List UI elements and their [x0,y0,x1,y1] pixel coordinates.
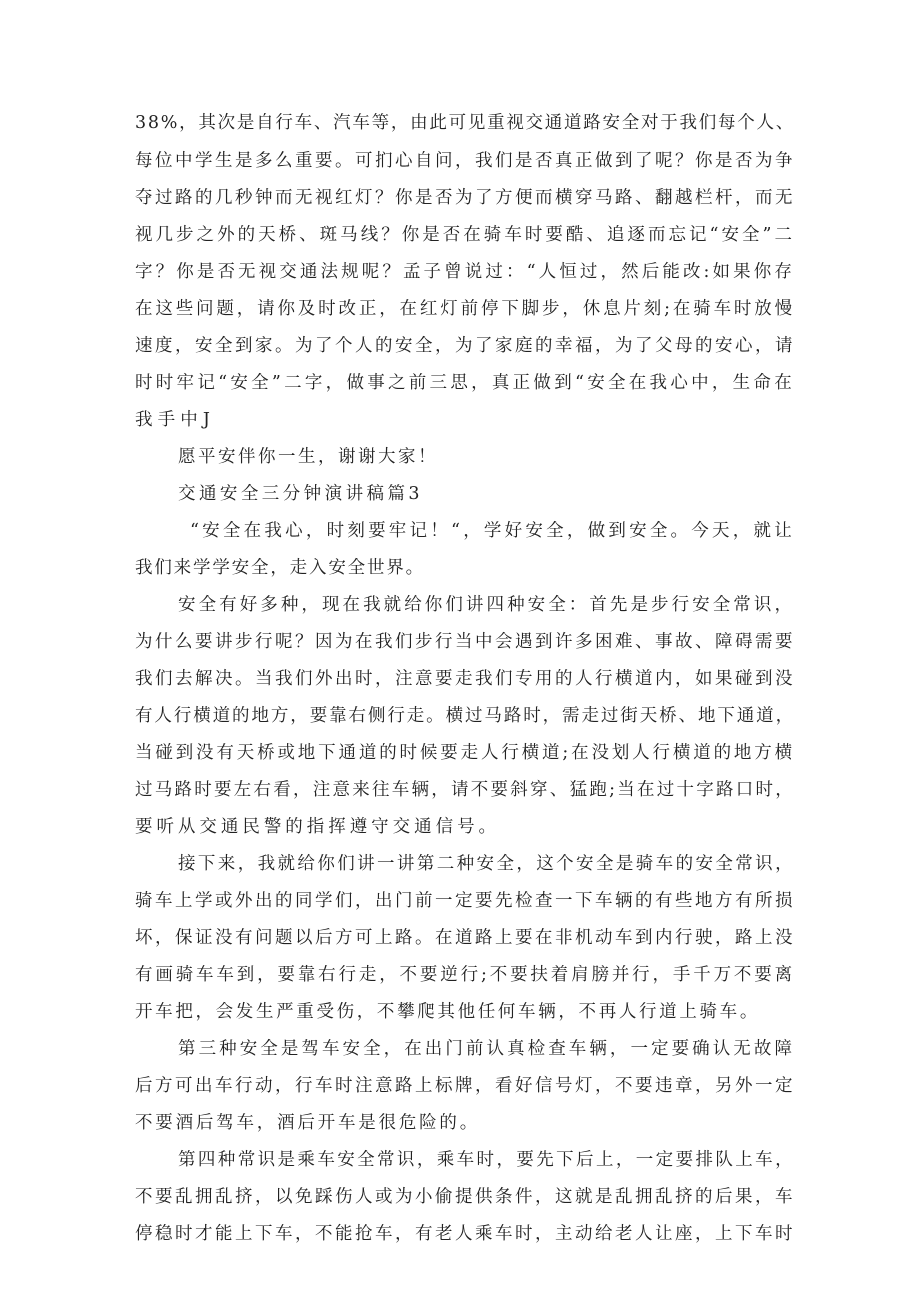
body-text-line: 当碰到没有天桥或地下通道的时候要走人行横道;在没划人行横道的地方横 [135,743,795,763]
body-text-line: 时时牢记“安全”二字，做事之前三思，真正做到“安全在我心中，生命在 [135,373,795,393]
body-text-line: 我手中J [135,410,215,430]
body-text-line: 每位中学生是多么重要。可扪心自问，我们是否真正做到了呢？你是否为争 [135,151,795,171]
body-text-line: 后方可出车行动，行车时注意路上标牌，看好信号灯，不要违章，另外一定 [135,1076,795,1096]
body-text-line: 速度，安全到家。为了个人的安全，为了家庭的幸福，为了父母的安心，请 [135,336,795,356]
body-text-line: 过马路时要左右看，注意来往车辆，请不要斜穿、猛跑;当在过十字路口时， [135,780,795,800]
body-text-line: 夺过路的几秒钟而无视红灯？你是否为了方便而横穿马路、翻越栏杆，而无 [135,188,795,208]
section-heading: 交通安全三分钟演讲稿篇3 [178,484,423,504]
body-text-line: 骑车上学或外出的同学们，出门前一定要先检查一下车辆的有些地方有所损 [135,891,795,911]
body-text-line: 视几步之外的天桥、斑马线？你是否在骑车时要酷、追逐而忘记“安全”二 [135,225,795,245]
body-text-line: 不要乱拥乱挤，以免踩伤人或为小偷提供条件，这就是乱拥乱挤的后果，车 [135,1187,795,1207]
body-text-line: “安全在我心，时刻要牢记！“，学好安全，做到安全。今天，就让 [190,521,795,541]
body-text-line: 38%，其次是自行车、汽车等，由此可见重视交通道路安全对于我们每个人、 [135,113,796,133]
body-text-line: 有人行横道的地方，要靠右侧行走。横过马路时，需走过街天桥、地下通道， [135,706,796,726]
body-text-line: 字？你是否无视交通法规呢？孟子曾说过：“人恒过，然后能改:如果你存 [135,262,796,282]
body-text-line: 我们去解决。当我们外出时，注意要走我们专用的人行横道内，如果碰到没 [135,669,795,689]
body-text-line: 开车把，会发生严重受伤，不攀爬其他任何车辆，不再人行道上骑车。 [135,1002,760,1022]
body-text-line: 为什么要讲步行呢？因为在我们步行当中会遇到许多困难、事故、障碍需要 [135,632,795,652]
body-text-line: 安全有好多种，现在我就给你们讲四种安全：首先是步行安全常识， [178,595,796,615]
body-text-line: 有画骑车车到，要靠右行走，不要逆行;不要扶着肩膀并行，手千万不要离 [135,965,795,985]
body-text-line: 接下来，我就给你们讲一讲第二种安全，这个安全是骑车的安全常识， [178,854,795,874]
body-text-line: 我们来学学安全，走入安全世界。 [135,558,425,578]
body-text-line: 不要酒后驾车，酒后开车是很危险的。 [135,1113,480,1133]
body-text-line: 停稳时才能上下车，不能抢车，有老人乘车时，主动给老人让座，上下车时 [135,1224,795,1244]
body-text-line: 坏，保证没有问题以后方可上路。在道路上要在非机动车到内行驶，路上没 [135,928,795,948]
body-text-line: 第三种安全是驾车安全，在出门前认真检查车辆，一定要确认无故障 [178,1039,796,1059]
body-text-line: 要听从交通民警的指挥遵守交通信号。 [135,817,501,837]
closing-line: 愿平安伴你一生，谢谢大家！ [178,447,438,467]
body-text-line: 第四种常识是乘车安全常识，乘车时，要先下后上，一定要排队上车， [178,1150,795,1170]
body-text-line: 在这些问题，请你及时改正，在红灯前停下脚步，休息片刻;在骑车时放慢 [135,299,795,319]
